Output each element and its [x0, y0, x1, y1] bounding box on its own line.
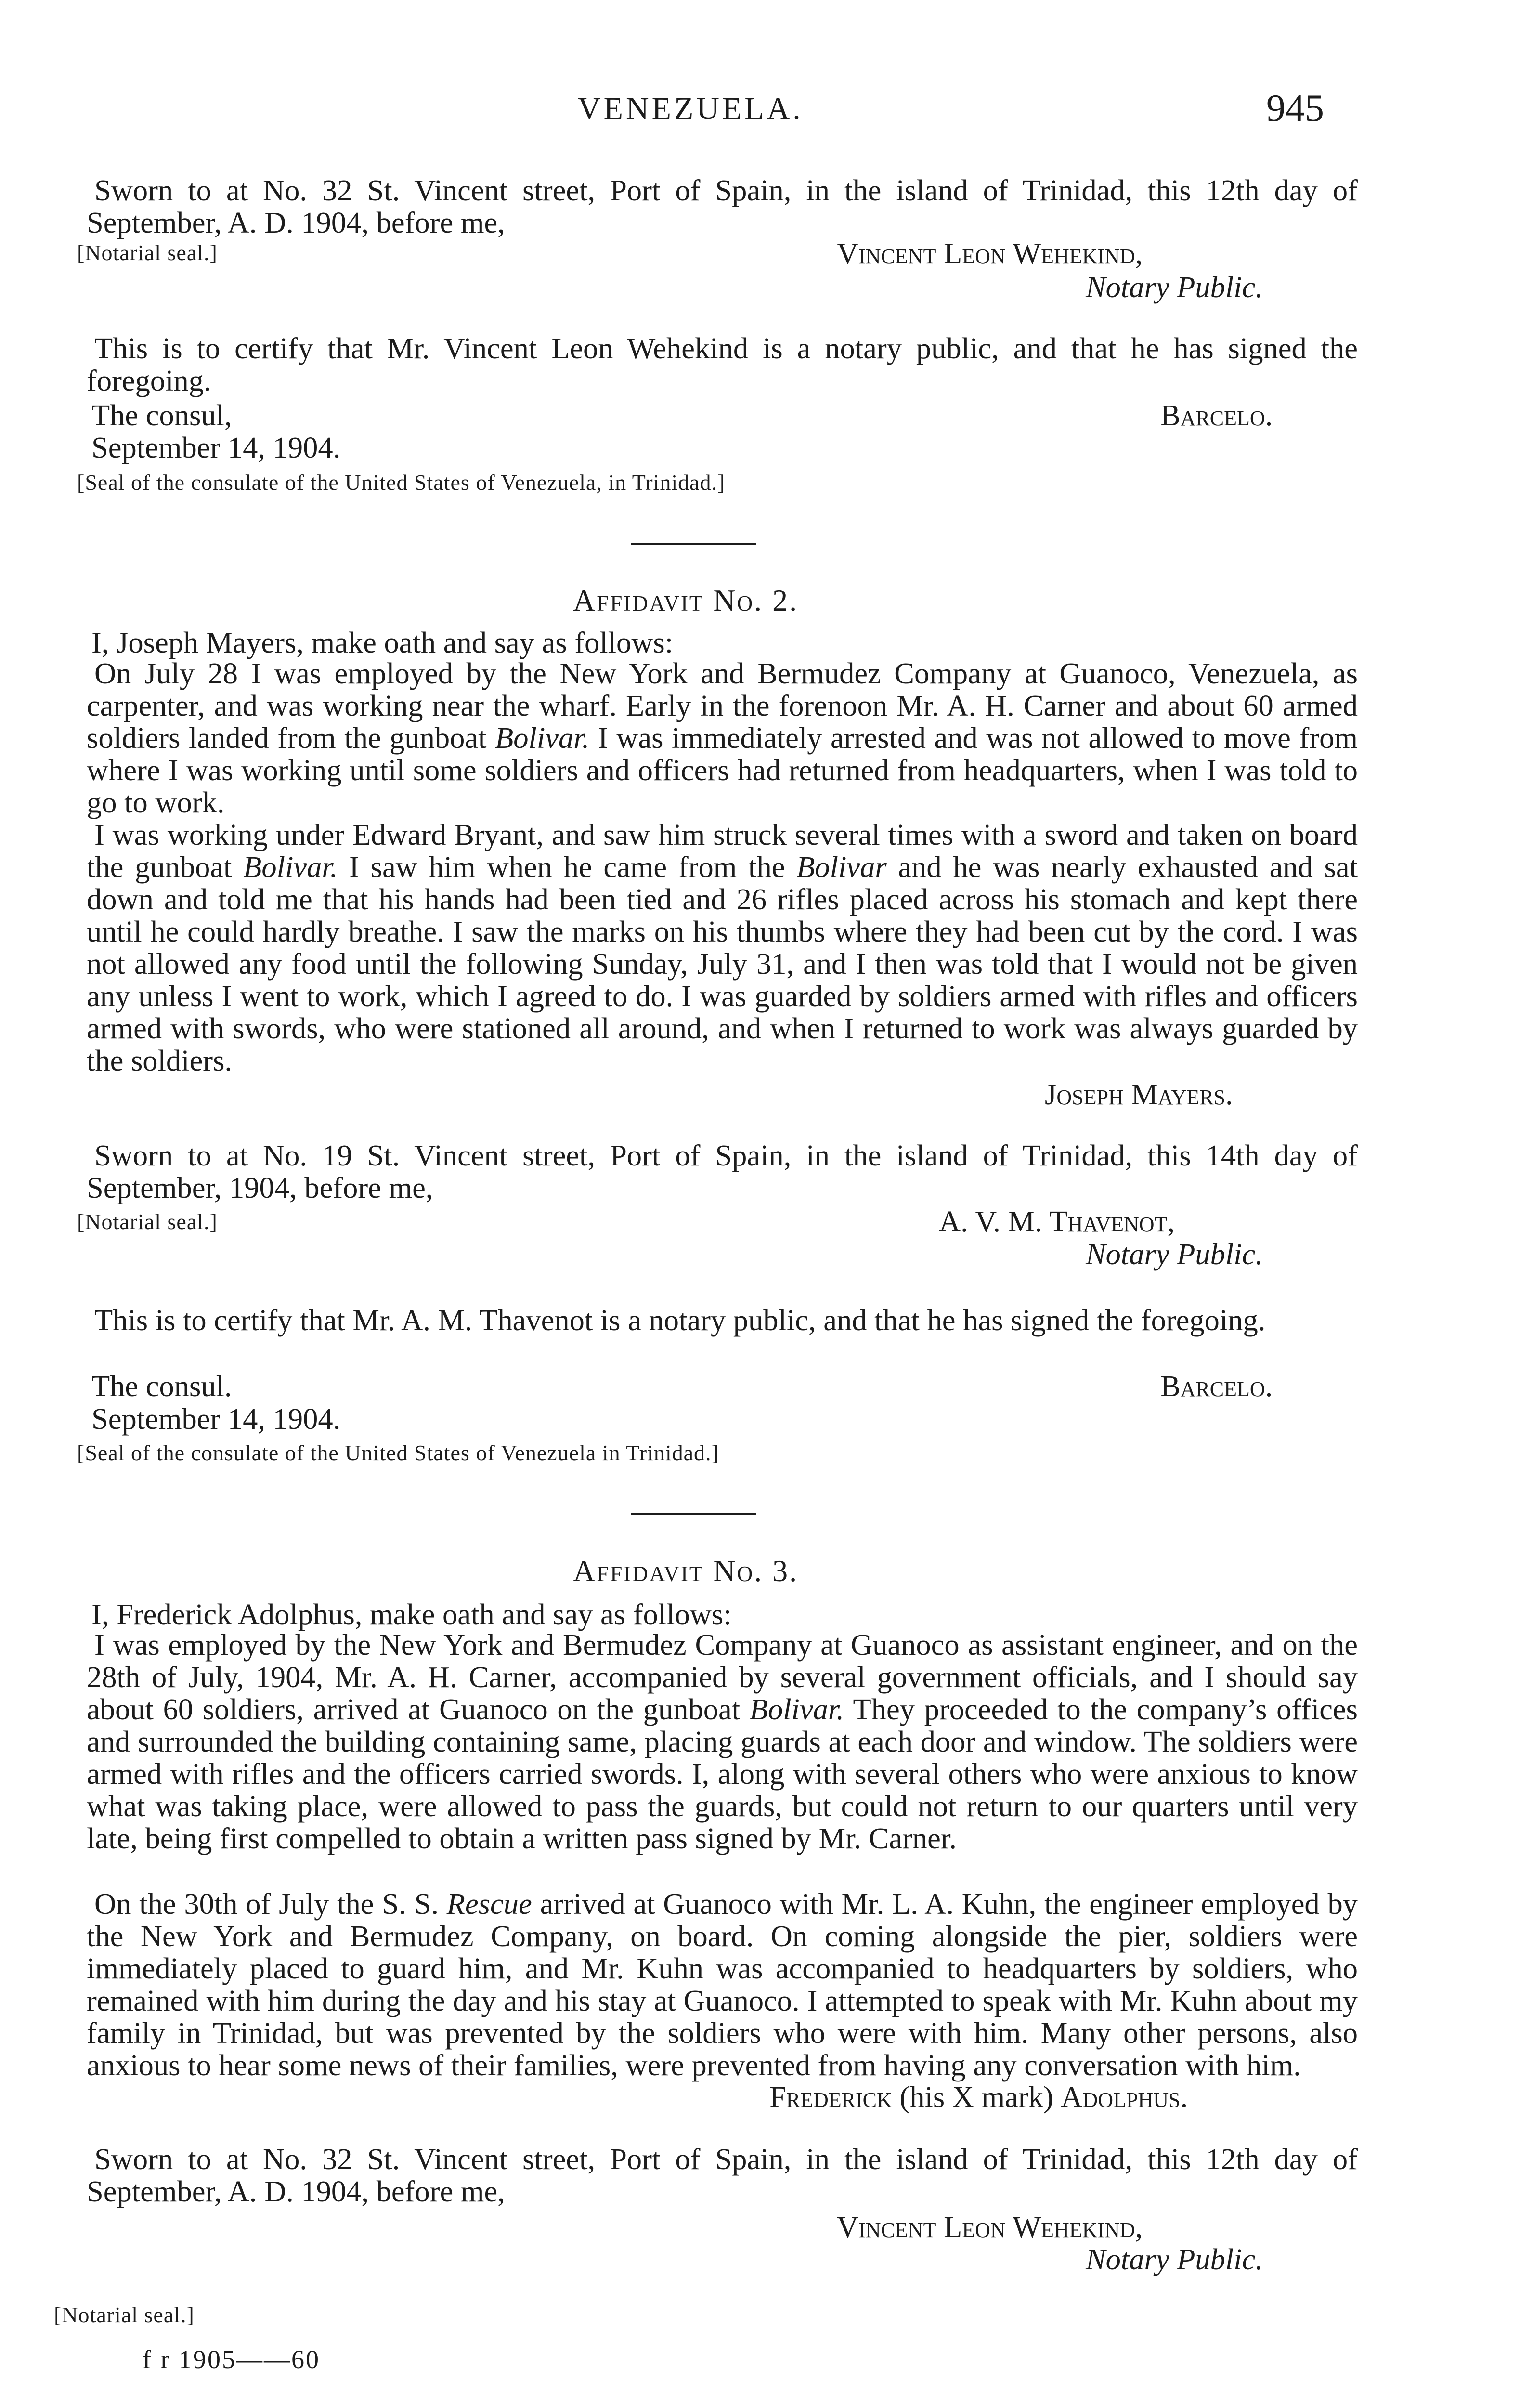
affidavit-3-paragraph-2-text-b: arrived at Guanoco with Mr. L. A. Kuhn, the engineer employed by the New York and Bermudez Company, on board. On coming alongside the pier, soldiers were immediately placed to guard him, and Mr. Kuhn was accompanied to headquarters by soldiers, who remained with him during the day and his stay at Guanoco. I attempted to speak with Mr. Kuhn about my family in Trinidad, but was prevented by the soldiers who were with him. Many other persons, also anxious to hear some news of their families, were prevented from having any conversation with him. [87, 1887, 1358, 2082]
notary-name-1: Vincent Leon Wehekind, [837, 236, 1143, 270]
notary-title-1: Notary Public. [1086, 270, 1263, 304]
notary-name-2: A. V. M. Thavenot, [939, 1204, 1175, 1238]
affidavit-3-title: Affidavit No. 3. [573, 1554, 799, 1588]
consul-name-1: Barcelo. [1160, 398, 1273, 432]
affidavit-2-paragraph-2 [87, 819, 1358, 1077]
affidavit-2-intro: I, Joseph Mayers, make oath and say as follows: [91, 626, 674, 659]
affidavit-3-paragraph-1-text-b: They proceeded to the company’s offices and surrounded the building containing same, placing guards at each door and window. The soldiers were armed with rifles and the officers carried swords. I, along with several others who were anxious to know what was taking place, were allowed to pass the guards, but could not return to our quarters until very late, being first compelled to obtain a written pass signed by Mr. Carner. [87, 1692, 1358, 1855]
ship-name-bolivar: Bolivar. [495, 721, 590, 755]
affidavit-2-paragraph-1-text-a: On July 28 I was employed by the New York and Bermudez Company at Guanoco, Venezuela, as carpenter, and was working near the wharf. Early in the forenoon Mr. A. H. Carner and about 60 armed soldiers landed from the gunboat [87, 656, 1358, 755]
notary-name-3: Vincent Leon Wehekind, [837, 2210, 1143, 2244]
certification-1 [87, 332, 1358, 397]
affidavit-2-title: Affidavit No. 2. [573, 583, 799, 617]
affidavit-3-paragraph-1 [87, 1629, 1358, 1855]
consulate-seal-2: [Seal of the consulate of the United States of Venezuela in Trinidad.] [77, 1440, 719, 1465]
affidavit-3-paragraph-1-text-a: I was employed by the New York and Bermudez Company at Guanoco as assistant engineer, and on the 28th of July, 1904, Mr. A. H. Carner, accompanied by several government officials, and I should say about 60 soldiers, arrived at Guanoco on the gunboat [87, 1628, 1358, 1726]
notary-title-3: Notary Public. [1086, 2242, 1263, 2276]
certification-1-text: This is to certify that Mr. Vincent Leon Wehekind is a notary public, and that he has signed the foregoing. [87, 331, 1358, 397]
ship-name-rescue: Rescue [446, 1887, 532, 1921]
sworn-statement-3-text: Sworn to at No. 32 St. Vincent street, Port of Spain, in the island of Trinidad, this 12th day of September, A. D. 1904, before me, [87, 2142, 1358, 2208]
sworn-statement-2-text: Sworn to at No. 19 St. Vincent street, Port of Spain, in the island of Trinidad, this 14th day of September, 1904, before me, [87, 1139, 1358, 1204]
affidavit-3-signature [769, 2080, 1188, 2115]
affidavit-3-paragraph-2-text-a: On the 30th of July the S. S. [94, 1887, 447, 1921]
ship-name-bolivar: Bolivar. [243, 850, 338, 884]
affidavit-3-paragraph-2 [87, 1888, 1358, 2081]
affidavit-2-paragraph-1 [87, 657, 1358, 819]
affidavit-3-signature-first: Frederick [769, 2080, 892, 2114]
section-divider-1 [631, 543, 756, 545]
running-header-title: VENEZUELA. [578, 91, 804, 126]
affidavit-3-signature-mark: (his X mark) [899, 2080, 1053, 2114]
consul-label-1: The consul, [91, 398, 232, 432]
affidavit-2-signature: Joseph Mayers. [1045, 1077, 1233, 1111]
affidavit-2-paragraph-2-text-a: I was working under Edward Bryant, and saw him struck several times with a sword and taken on board the gunboat [87, 818, 1358, 884]
affidavit-2-paragraph-2-text-c: and he was nearly exhausted and sat down and told me that his hands had been tied and 26 rifles placed across his stomach and kept there until he could hardly breathe. I saw the marks on his thumbs where they had been cut by the cord. I was not allowed any food until the following Sunday, July 31, and I then was told that I would not be given any unless I went to work, which I agreed to do. I was guarded by soldiers armed with rifles and officers armed with swords, who were stationed all around, and when I returned to work was always guarded by the soldiers. [87, 850, 1358, 1077]
certification-date-1: September 14, 1904. [91, 431, 341, 464]
affidavit-2-paragraph-1-text-b: I was immediately arrested and was not allowed to move from where I was working until some soldiers and officers had returned from headquarters, when I was told to go to work. [87, 721, 1358, 819]
affidavit-3-intro: I, Frederick Adolphus, make oath and say as follows: [91, 1597, 732, 1631]
sworn-statement-1-text: Sworn to at No. 32 St. Vincent street, Port of Spain, in the island of Trinidad, this 12th day of September, A. D. 1904, before me, [87, 173, 1358, 239]
ship-name-bolivar: Bolivar. [749, 1692, 844, 1726]
affidavit-3-signature-last: Adolphus. [1061, 2080, 1188, 2114]
certification-2-text: This is to certify that Mr. A. M. Thavenot is a notary public, and that he has signed the foregoing. [94, 1303, 1266, 1337]
sworn-statement-3 [87, 2143, 1358, 2208]
printer-signature-mark: f r 1905——60 [143, 2345, 320, 2374]
notarial-seal-1: [Notarial seal.] [77, 240, 218, 265]
notarial-seal-2: [Notarial seal.] [77, 1209, 218, 1234]
certification-date-2: September 14, 1904. [91, 1402, 341, 1436]
affidavit-2-paragraph-2-text-b: I saw him when he came from the [338, 850, 797, 884]
section-divider-2 [631, 1513, 756, 1515]
consul-name-2: Barcelo. [1160, 1369, 1273, 1403]
page-number: 945 [1266, 87, 1324, 130]
consulate-seal-1: [Seal of the consulate of the United States of Venezuela, in Trinidad.] [77, 470, 726, 495]
certification-2 [87, 1304, 1358, 1336]
sworn-statement-1 [87, 174, 1358, 239]
notary-title-2: Notary Public. [1086, 1237, 1263, 1271]
ship-name-bolivar: Bolivar [796, 850, 887, 884]
consul-label-2: The consul. [91, 1369, 232, 1403]
sworn-statement-2 [87, 1139, 1358, 1204]
notarial-seal-3: [Notarial seal.] [54, 2303, 195, 2327]
